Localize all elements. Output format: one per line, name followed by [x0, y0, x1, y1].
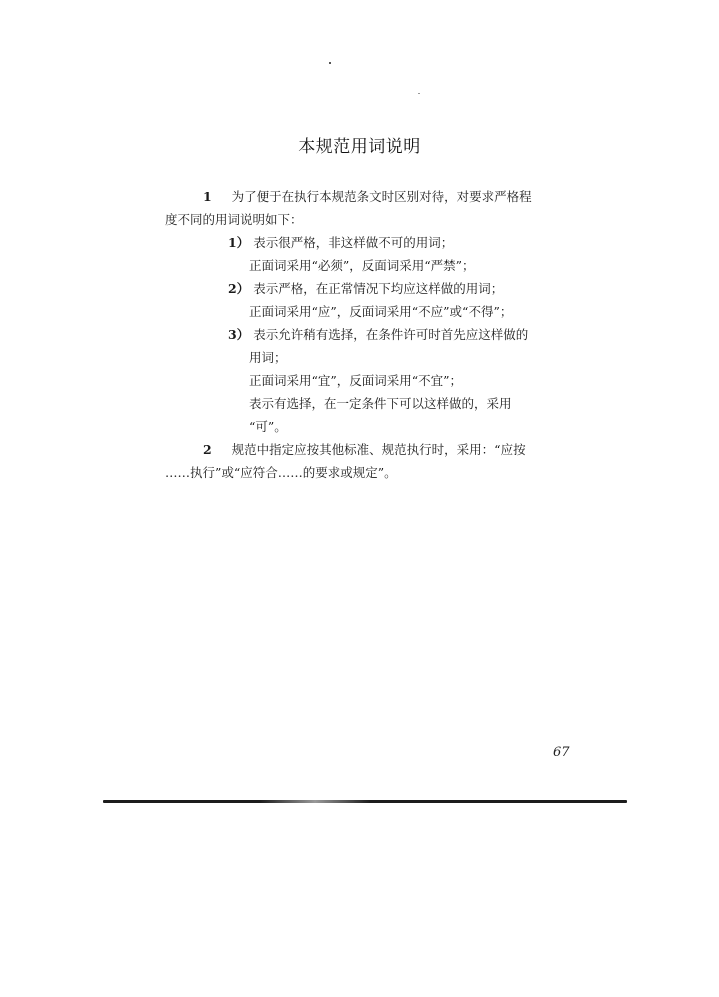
clause-1-number: 1	[203, 189, 212, 204]
clause-1-extra-line-2: “可”。	[249, 419, 287, 434]
clause-1-line-1	[203, 187, 532, 207]
clause-1-extra-line-1: 表示有选择，在一定条件下可以这样做的，采用	[249, 396, 512, 411]
clause-1-line-2: 度不同的用词说明如下：	[165, 212, 303, 227]
list-item-1-text: 表示很严格，非这样做不可的用词；	[253, 235, 454, 250]
list-item-3-text: 表示允许稍有选择，在条件许可时首先应这样做的	[253, 327, 529, 342]
list-item-3	[228, 325, 528, 345]
list-item-2	[228, 279, 503, 299]
clause-2-number: 2	[203, 442, 212, 457]
list-item-2-number: 2）	[228, 281, 250, 296]
list-item-3-detail: 正面词采用“宜”，反面词采用“不宜”；	[249, 373, 463, 388]
list-item-1	[228, 233, 453, 253]
list-item-3-text-cont: 用词；	[249, 350, 287, 365]
clause-2-line-2: ……执行”或“应符合……的要求或规定”。	[165, 465, 397, 480]
list-item-2-text: 表示严格，在正常情况下均应这样做的用词；	[253, 281, 504, 296]
list-item-2-detail: 正面词采用“应”，反面词采用“不应”或“不得”；	[249, 304, 513, 319]
clause-2-line-1	[203, 440, 526, 460]
clause-2-text: 规范中指定应按其他标准、规范执行时，采用：“应按	[231, 442, 526, 457]
footer-rule-fade	[260, 800, 370, 803]
list-item-3-number: 3）	[228, 327, 250, 342]
list-item-1-detail: 正面词采用“必须”，反面词采用“严禁”；	[249, 258, 475, 273]
scan-speck	[418, 93, 420, 94]
list-item-1-number: 1）	[228, 235, 250, 250]
clause-1-text: 为了便于在执行本规范条文时区别对待，对要求严格程	[231, 189, 532, 204]
page-number: 67	[553, 745, 570, 760]
page-title: 本规范用词说明	[298, 137, 421, 157]
scan-speck	[329, 62, 331, 64]
